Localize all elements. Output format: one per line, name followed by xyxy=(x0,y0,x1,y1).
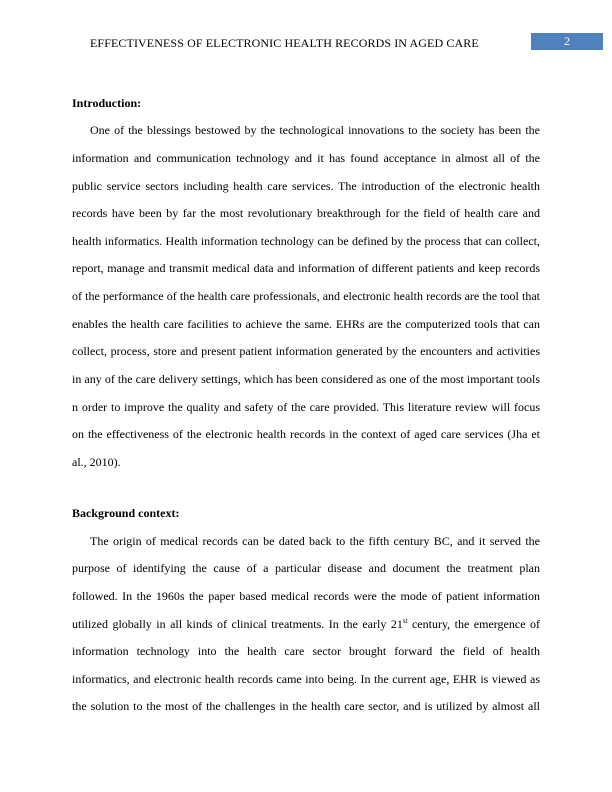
paragraph-line: public service sectors including health care services. The introduction of the electronic health xyxy=(72,179,540,193)
paragraph-line: report, manage and transmit medical data and information of different patients and keep records xyxy=(72,261,540,275)
paragraph-line: al., 2010). xyxy=(72,455,121,469)
page-number: 2 xyxy=(531,33,603,50)
section-heading-background-context: Background context: xyxy=(72,506,180,520)
paragraph-line: the solution to the most of the challenges in the health care sector, and is utilized by almost all xyxy=(72,699,540,713)
paragraph-line: followed. In the 1960s the paper based medical records were the mode of patient information xyxy=(72,589,540,603)
paragraph-line: in any of the care delivery settings, which has been considered as one of the most important tools xyxy=(72,372,540,386)
line-text-tail: century, the emergence of xyxy=(407,617,541,631)
paragraph-line: collect, process, store and present patient information generated by the encounters and activities xyxy=(72,344,540,358)
paragraph-line: health informatics. Health information technology can be defined by the process that can collect, xyxy=(72,234,540,248)
paragraph-line: The origin of medical records can be dated back to the fifth century BC, and it served the xyxy=(90,534,540,548)
paragraph-line: One of the blessings bestowed by the technological innovations to the society has been the xyxy=(90,123,540,137)
running-head: EFFECTIVENESS OF ELECTRONIC HEALTH RECORDS IN AGED CARE xyxy=(90,36,479,50)
paragraph-line: purpose of identifying the cause of a particular disease and document the treatment plan xyxy=(72,561,540,575)
paragraph-line: informatics, and electronic health records came into being. In the current age, EHR is viewed as xyxy=(72,672,540,686)
paragraph-line: information and communication technology and it has found acceptance in almost all of the xyxy=(72,151,540,165)
line-text: utilized globally in all kinds of clinical treatments. In the early 21 xyxy=(72,617,403,631)
ordinal-superscript: st xyxy=(402,617,408,625)
section-heading-introduction: Introduction: xyxy=(72,96,142,110)
paragraph-line: enables the health care facilities to achieve the same. EHRs are the computerized tools that can xyxy=(72,317,540,331)
paragraph-line: on the effectiveness of the electronic health records in the context of aged care services (Jha et xyxy=(72,427,540,441)
paragraph-line: n order to improve the quality and safety of the care provided. This literature review will focus xyxy=(72,400,540,414)
paragraph-line: information technology into the health care sector brought forward the field of health xyxy=(72,644,540,658)
paragraph-line: of the performance of the health care professionals, and electronic health records are the tool that xyxy=(72,289,540,303)
paragraph-line: records have been by far the most revolutionary breakthrough for the field of health care and xyxy=(72,206,540,220)
paragraph-line-with-superscript xyxy=(72,617,540,631)
